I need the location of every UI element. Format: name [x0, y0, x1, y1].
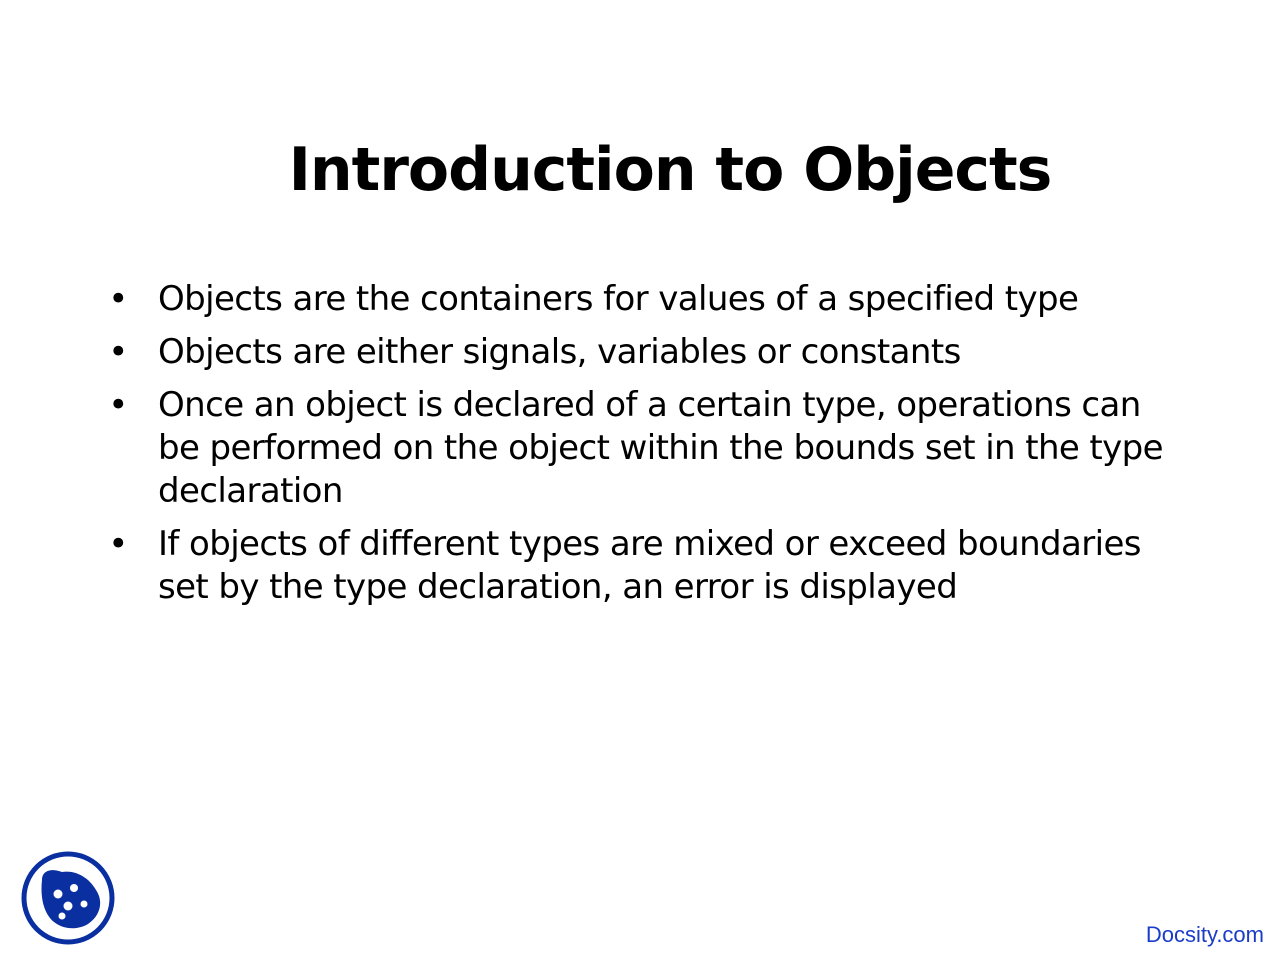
docsity-link[interactable]: Docsity.com — [1145, 922, 1264, 947]
bullet-item — [108, 278, 1188, 321]
bullet-item — [108, 523, 1188, 609]
slide-title: Introduction to Objects — [288, 135, 1052, 205]
bullet-text: If objects of different types are mixed or exceed boundaries set by the type declaration, an error is displayed — [158, 524, 1141, 607]
bullet-icon: • — [108, 332, 128, 372]
bullet-text: Objects are the containers for values of a specified type — [158, 279, 1079, 319]
bullet-list — [108, 278, 1188, 619]
bullet-icon: • — [108, 279, 128, 319]
bullet-item — [108, 384, 1188, 513]
bullet-icon: • — [108, 385, 128, 425]
bullet-text: Objects are either signals, variables or constants — [158, 332, 961, 372]
bullet-item — [108, 331, 1188, 374]
bullet-icon: • — [108, 524, 128, 564]
bullet-text: Once an object is declared of a certain type, operations can be performed on the object within the bounds set in the type declaration — [158, 385, 1163, 511]
docsity-logo-icon[interactable] — [20, 850, 116, 946]
